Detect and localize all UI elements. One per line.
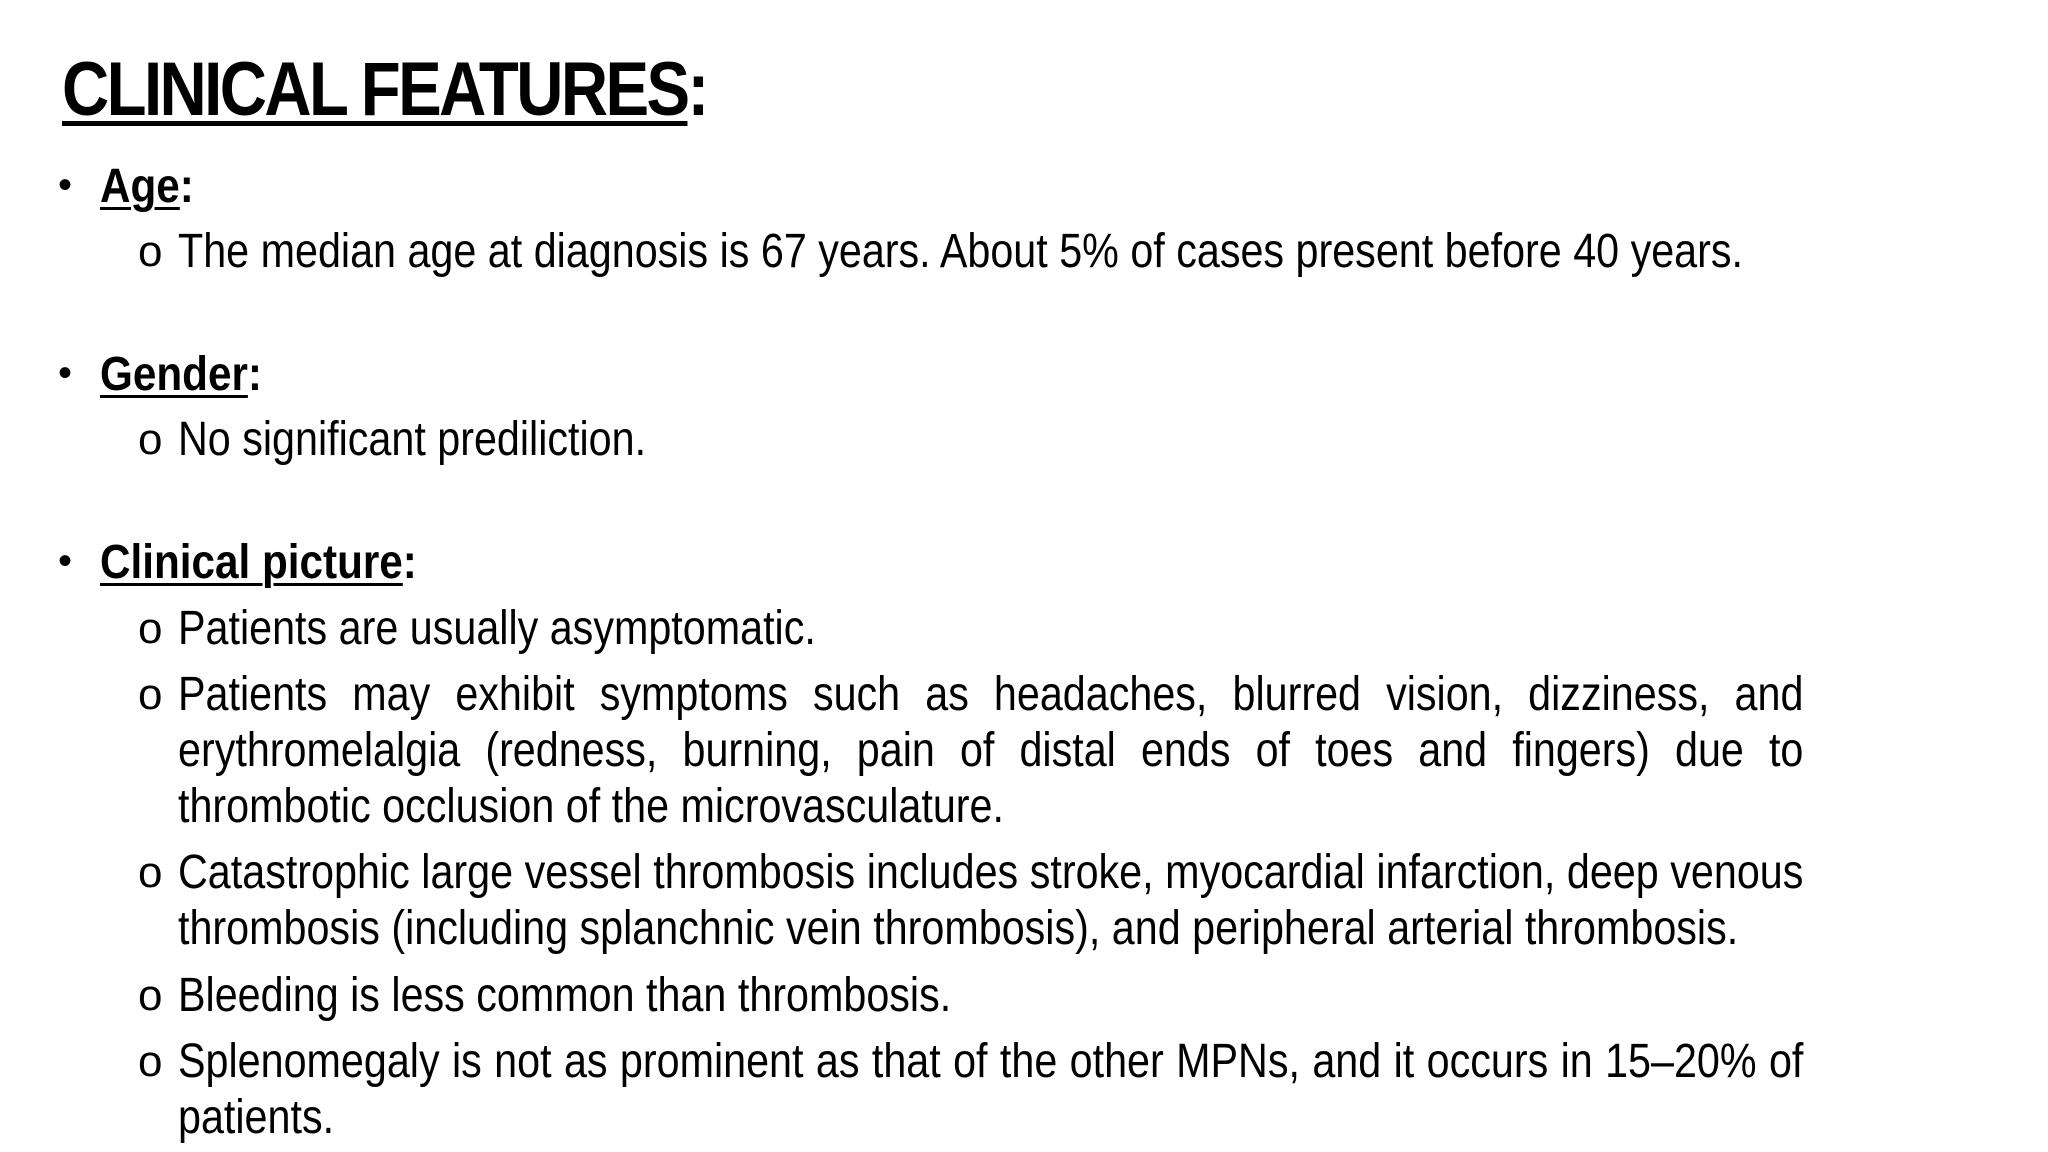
section-heading-clinical-picture — [58, 536, 460, 589]
section-label: Gender — [100, 348, 248, 401]
section-colon: : — [247, 348, 262, 401]
sub-bullet-icon: o — [138, 848, 163, 897]
list-item — [138, 968, 2048, 1024]
list-item — [138, 412, 2048, 468]
list-item-text: Patients may exhibit symptoms such as headaches, blurred vision, dizziness, and erythromelalgia (redness, burning, pain of distal ends of toes and fingers) due to thrombotic occlusion of the microvasculature. — [178, 668, 1804, 833]
sub-bullet-icon: o — [138, 670, 163, 719]
list-item — [138, 601, 2048, 657]
list-item-text: No significant prediliction. — [178, 413, 647, 466]
sub-bullet-icon: o — [138, 604, 163, 653]
list-item-text: The median age at diagnosis is 67 years. About 5% of cases present before 40 years. — [178, 225, 1743, 278]
list-item-text: Catastrophic large vessel thrombosis includes stroke, myocardial infarction, deep venous thrombosis (including splanchnic vein thrombosis), and peripheral arterial thrombosis. — [178, 846, 1804, 955]
list-item-text: Bleeding is less common than thrombosis. — [178, 969, 952, 1022]
list-item — [138, 1034, 2048, 1146]
sub-bullet-icon: o — [138, 227, 163, 276]
bullet-icon: • — [58, 539, 73, 583]
list-item-text: Patients are usually asymptomatic. — [178, 602, 816, 655]
list-item — [138, 667, 2048, 835]
bullet-icon: • — [58, 163, 73, 207]
slide-title — [62, 47, 707, 132]
sub-bullet-icon: o — [138, 971, 163, 1020]
section-label: Age — [100, 160, 180, 213]
list-item-text: Splenomegaly is not as prominent as that of the other MPNs, and it occurs in 15–20% of patients. — [178, 1035, 1804, 1144]
list-item — [138, 224, 2048, 280]
section-heading-age — [58, 160, 207, 213]
sub-bullet-icon: o — [138, 1037, 163, 1086]
list-item — [138, 845, 2048, 957]
sub-bullet-icon: o — [138, 415, 163, 464]
slide-title-text: CLINICAL FEATURES — [62, 47, 688, 132]
bullet-icon: • — [58, 351, 73, 395]
section-label: Clinical picture — [100, 536, 403, 589]
section-colon: : — [179, 160, 194, 213]
section-heading-gender — [58, 348, 284, 401]
section-colon: : — [402, 536, 417, 589]
slide-title-colon: : — [687, 47, 707, 132]
